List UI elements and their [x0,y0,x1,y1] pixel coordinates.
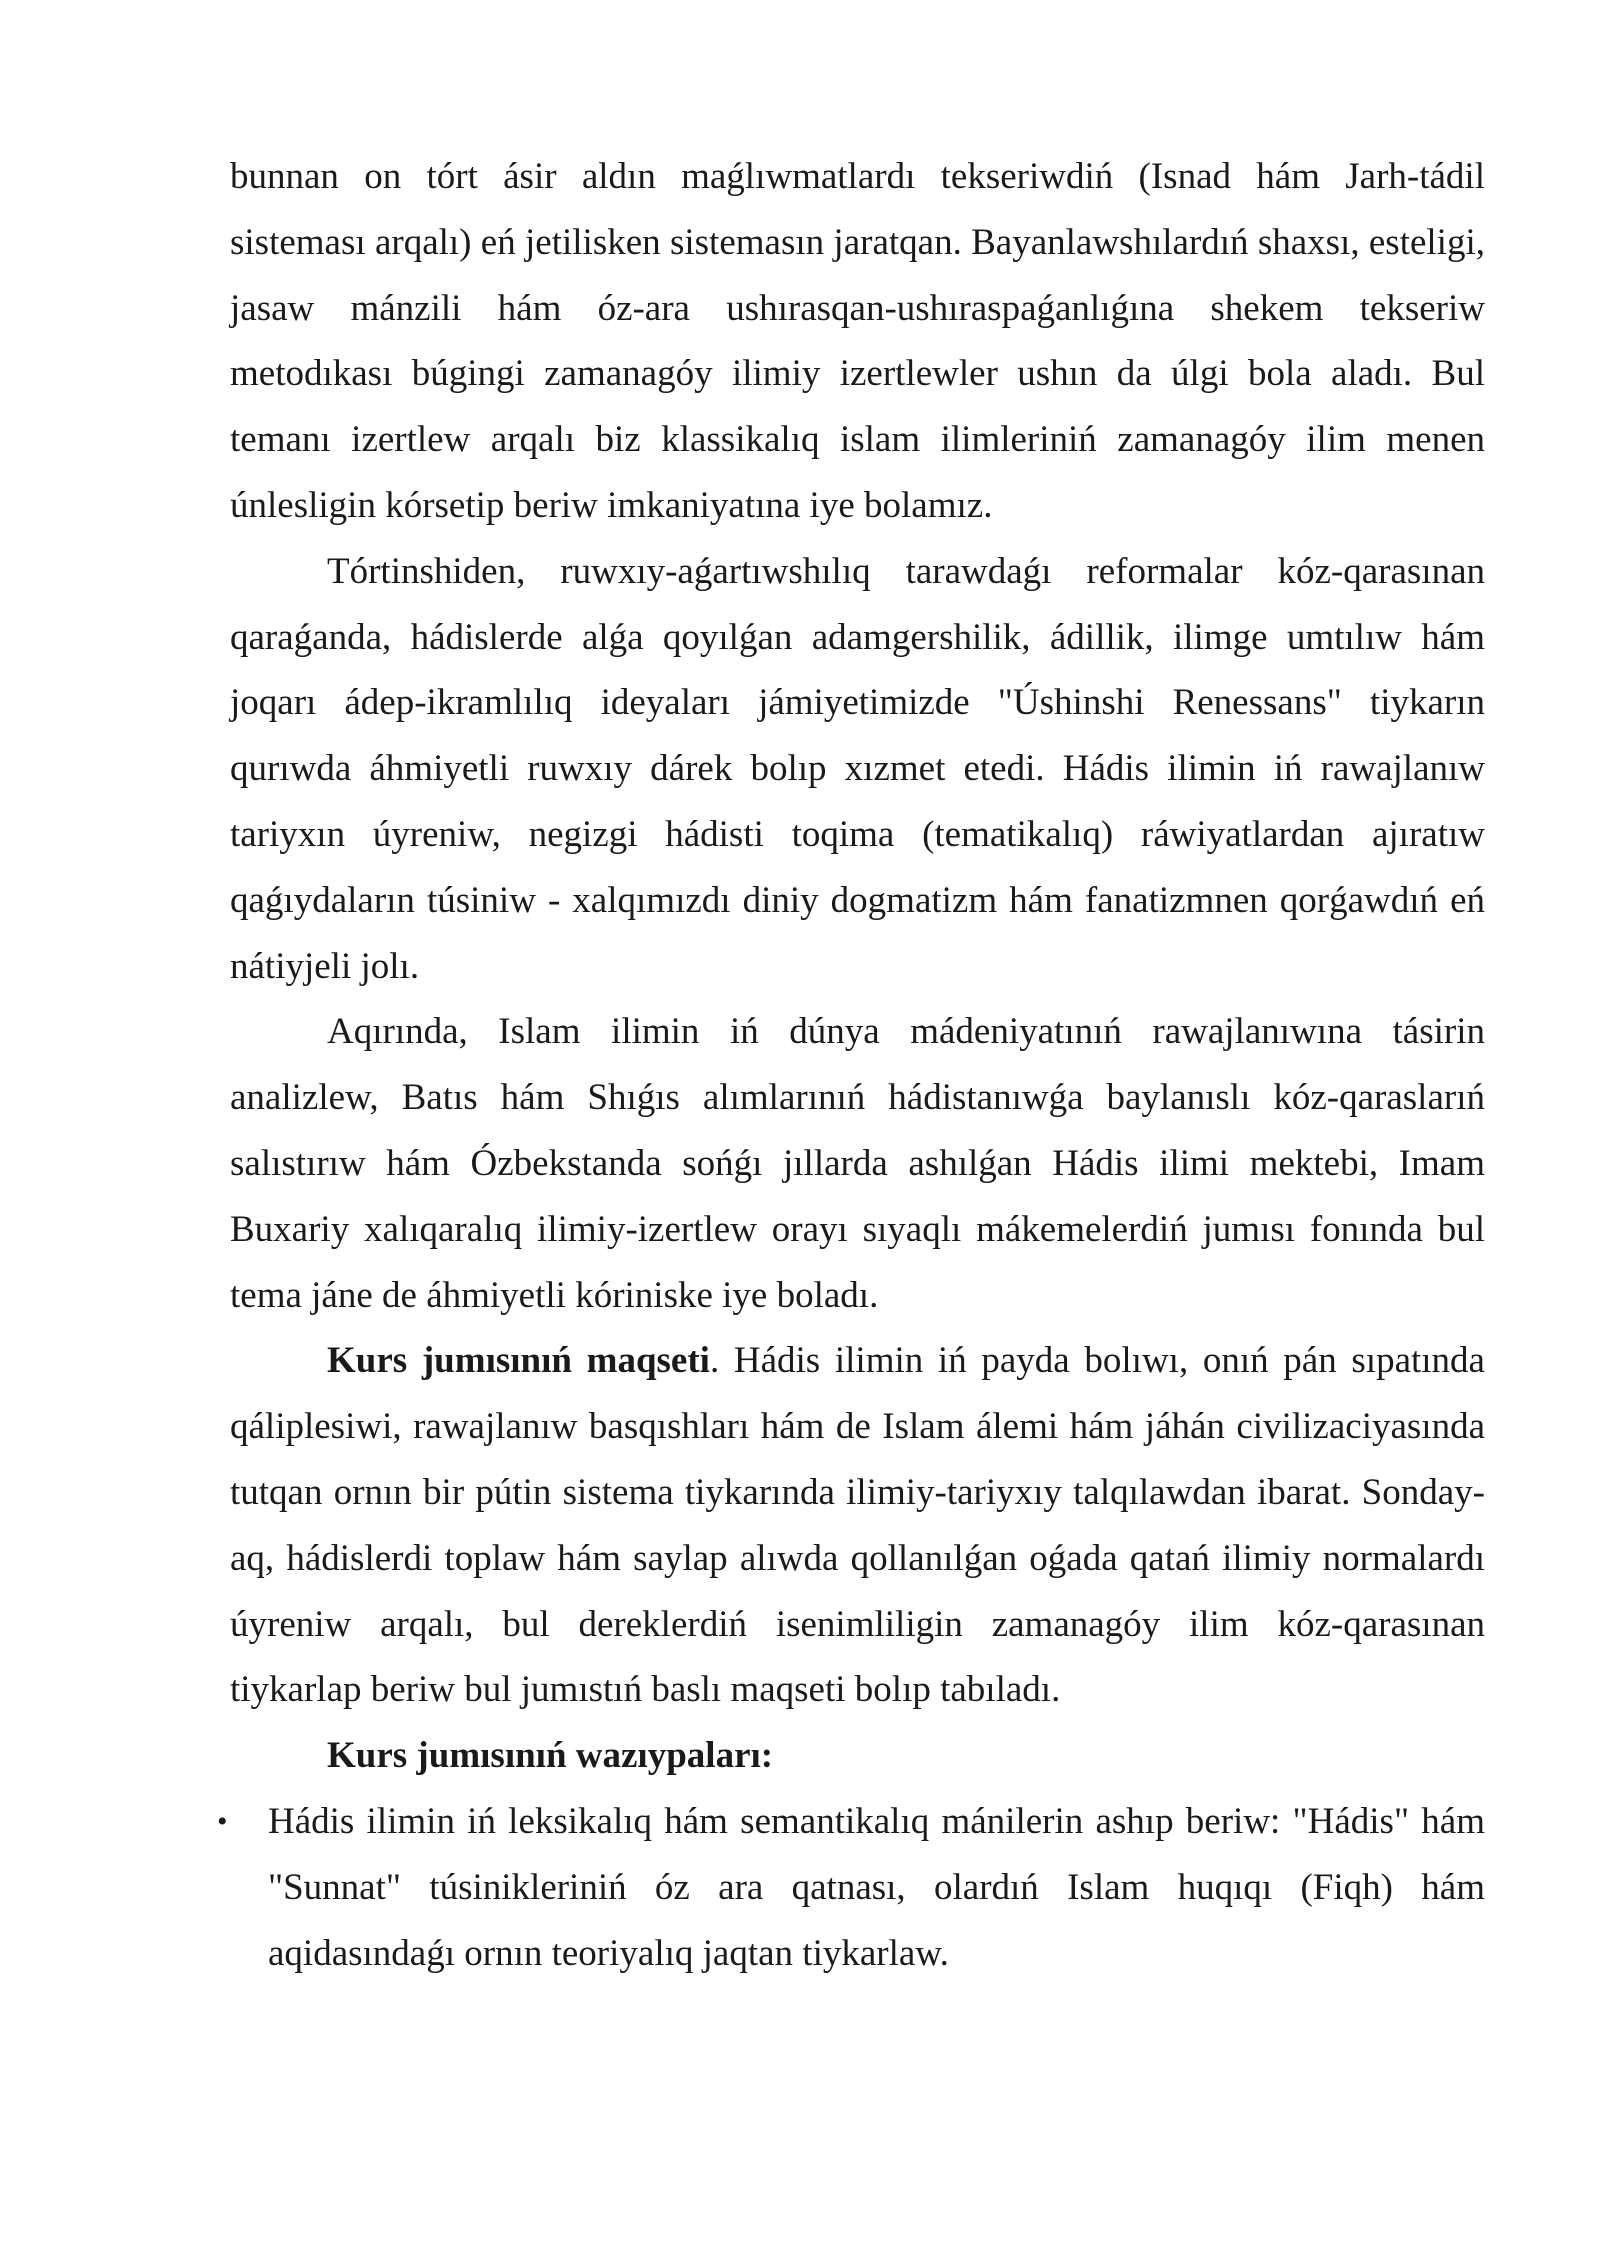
course-tasks-heading: Kurs jumısınıń wazıypaları: [327,1735,774,1777]
paragraph-continuation: bunnan on tórt ásir aldın maǵlıwmatlardı tekseriwdiń (Isnad hám Jarh-tádil sisteması arqalı) eń jetilisken sistemasın jaratqan. Bayanlawshılardıń shaxsı, esteligi, jasaw mánzili hám óz-ara ushırasqan-ushıraspaǵanlıǵına shekem tekseriw metodıkası búgingi zamanagóy ilimiy izertlewler ushın da úlgi bola aladı. Bul temanı izertlew arqalı biz klassikalıq islam ilimleriniń zamanagóy ilim menen únlesligin kórsetip beriw imkaniyatına iye bolamız. [230,156,1485,526]
list-item-text: Hádis ilimin iń leksikalıq hám semantikalıq mánilerin ashıp beriw: "Hádis" hám "Sunnat" túsinikleriniń óz ara qatnası, olardıń Islam huqıqı (Fiqh) hám aqidasındaǵı ornın teoriyalıq jaqtan tiykarlaw. [268,1800,1485,1974]
bullet-icon: • [217,1804,228,1838]
paragraph-fourthly: Tórtinshiden, ruwxıy-aǵartıwshılıq tarawdaǵı reformalar kóz-qarasınan qaraǵanda, hádislerde alǵa qoyılǵan adamgershilik, ádillik, ilimge umtılıw hám joqarı ádep-ikramlılıq ideyaları jámiyetimizde "Úshinshi Renessans" tiykarın qurıwda áhmiyetli ruwxıy dárek bolıp xızmet etedi. Hádis ilimin iń rawajlanıw tariyxın úyreniw, negizgi hádisti toqima (tematikalıq) ráwiyatlardan ajıratıw qaǵıydaların túsiniw - xalqımızdı diniy dogmatizm hám fanatizmnen qorǵawdıń eń nátiyjeli jolı. [230,550,1485,987]
course-goal-heading: Kurs jumısınıń maqseti [327,1340,710,1382]
list-item [217,1789,1485,1986]
course-goal-text: . Hádis ilimin iń payda bolıwı, onıń pán sıpatında qáliplesiwi, rawajlanıw basqıshları hám de Islam álemi hám jáhán civilizaciyasında tutqan ornın bir pútin sistema tiykarında ilimiy-tariyxıy talqılawdan ibarat. Sonday-aq, hádislerdi toplaw hám saylap alıwda qollanılǵan oǵada qatań ilimiy normalardı úyreniw arqalı, bul dereklerdiń isenimliligin zamanagóy ilim kóz-qarasınan tiykarlap beriw bul jumıstıń baslı maqseti bolıp tabıladı. [230,1340,1485,1711]
tasks-list [217,1789,1485,1986]
paragraph-finally: Aqırında, Islam ilimin iń dúnya mádeniyatınıń rawajlanıwına tásirin analizlew, Batıs hám Shıǵıs alımlarınıń hádistanıwǵa baylanıslı kóz-qaraslarıń salıstırıw hám Ózbekstanda sońǵı jıllarda ashılǵan Hádis ilimi mektebi, Imam Buxariy xalıqaralıq ilimiy-izertlew orayı sıyaqlı mákemelerdiń jumısı fonında bul tema jáne de áhmiyetli kóriniske iye boladı. [230,1011,1485,1316]
paragraph-course-goal [230,1328,1485,1723]
document-page [217,144,1485,1986]
